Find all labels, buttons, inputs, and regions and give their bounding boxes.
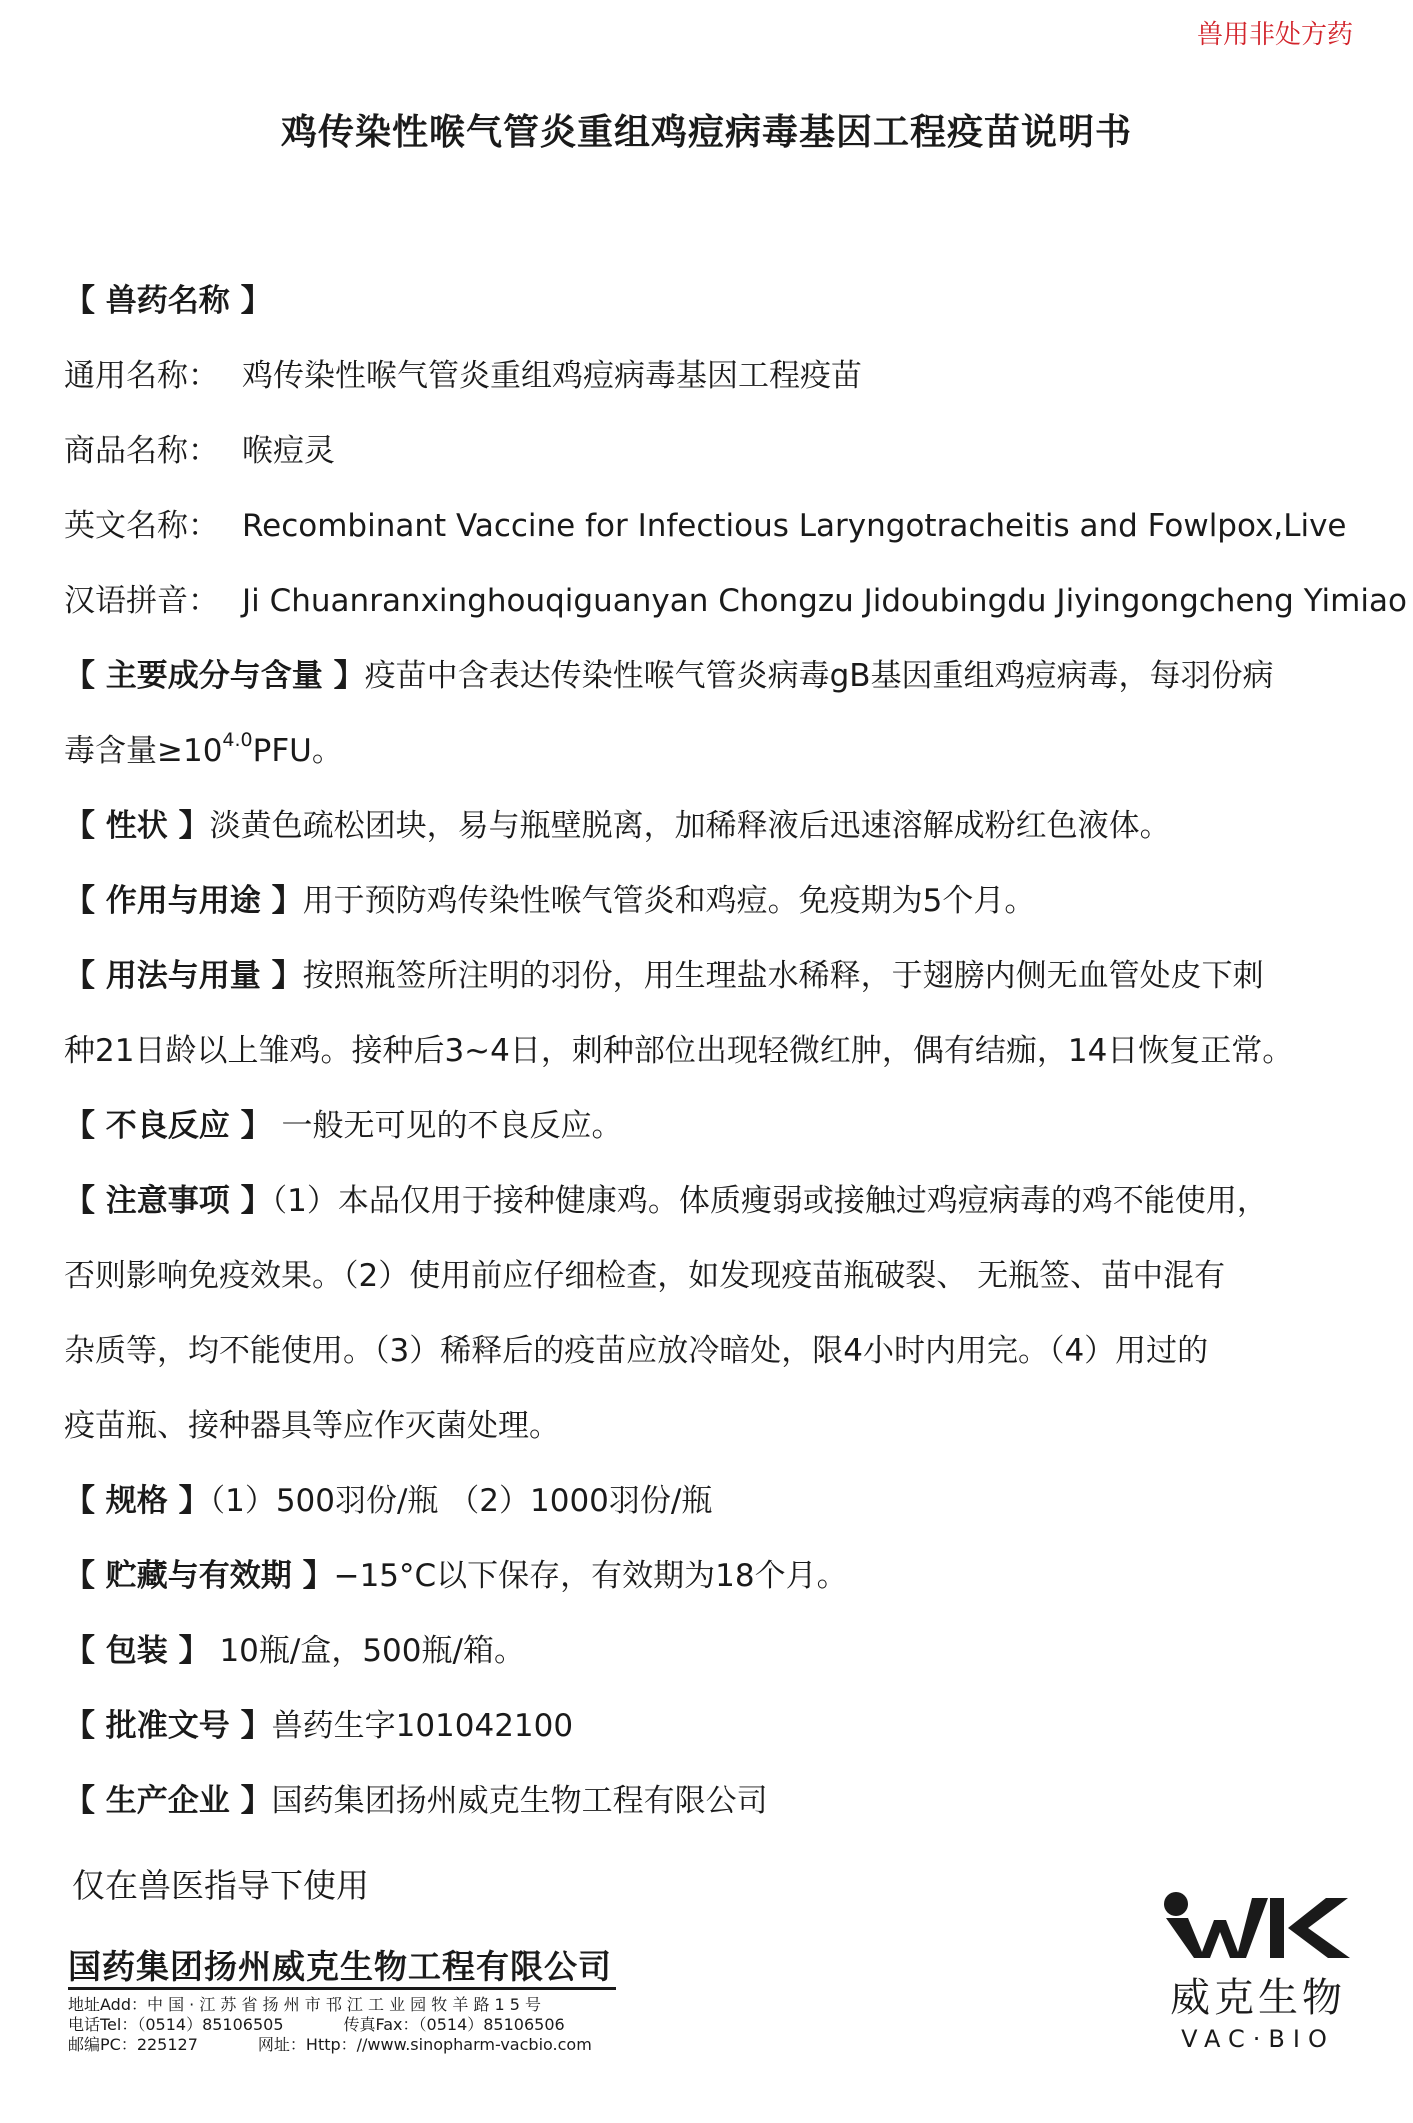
section-adverse-heading: 【 不良反应 】 <box>64 1108 272 1144</box>
adverse-text: 一般无可见的不良反应。 <box>271 1108 623 1144</box>
footer-website: 网址：Http：//www.sinopharm-vacbio.com <box>257 2035 592 2054</box>
section-appearance-heading: 【 性状 】 <box>64 808 210 844</box>
adverse-row <box>64 1089 1356 1164</box>
titer-exponent: 4.0 <box>222 729 253 751</box>
precautions-text-1: （1）本品仅用于接种健康鸡。体质瘦弱或接触过鸡痘病毒的鸡不能使用， <box>271 1183 1268 1219</box>
footer-company-name: 国药集团扬州威克生物工程有限公司 <box>68 1947 612 1986</box>
document-title: 鸡传染性喉气管炎重组鸡痘病毒基因工程疫苗说明书 <box>280 112 1132 153</box>
footer-phone-row <box>68 2015 565 2035</box>
section-storage-heading: 【 贮藏与有效期 】 <box>64 1558 334 1594</box>
footer-divider <box>68 1987 616 1990</box>
section-manufacturer-heading: 【 生产企业 】 <box>64 1783 272 1819</box>
package-row <box>64 1614 1356 1689</box>
indication-text: 用于预防鸡传染性喉气管炎和鸡痘。免疫期为5个月。 <box>302 883 1036 919</box>
composition-text-1: 疫苗中含表达传染性喉气管炎病毒gB基因重组鸡痘病毒，每羽份病 <box>364 658 1274 694</box>
precautions-row-3: 杂质等，均不能使用。（3）稀释后的疫苗应放冷暗处，限4小时内用完。（4）用过的 <box>64 1333 1209 1369</box>
pinyin-name-row <box>64 564 1407 639</box>
dosage-text-1: 按照瓶签所注明的羽份，用生理盐水稀释，于翅膀内侧无血管处皮下刺 <box>302 958 1264 994</box>
storage-text: −15°C以下保存，有效期为18个月。 <box>333 1558 848 1594</box>
vet-guidance-note: 仅在兽医指导下使用 <box>72 1866 369 1905</box>
approval-row <box>64 1689 1356 1764</box>
english-name-label: 英文名称： <box>64 508 219 544</box>
dosage-row-2: 种21日龄以上雏鸡。接种后3~4日，刺种部位出现轻微红肿，偶有结痂，14日恢复正常。 <box>64 1033 1294 1069</box>
section-spec-heading: 【 规格 】 <box>64 1483 210 1519</box>
generic-name-label: 通用名称： <box>64 358 219 394</box>
composition-unit: PFU。 <box>252 733 343 769</box>
package-text: 10瓶/盒，500瓶/箱。 <box>209 1633 525 1669</box>
storage-row <box>64 1539 1356 1614</box>
english-name-row <box>64 489 1356 564</box>
pinyin-name-value: Ji Chuanranxinghouqiguanyan Chongzu Jidoubingdu Jiyingongcheng Yimiao <box>242 583 1407 619</box>
composition-row-2 <box>64 714 1356 789</box>
section-indication-heading: 【 作用与用途 】 <box>64 883 303 919</box>
footer-post-row <box>68 2035 592 2055</box>
section-dosage-heading: 【 用法与用量 】 <box>64 958 303 994</box>
pinyin-name-label: 汉语拼音： <box>64 583 219 619</box>
generic-name-value: 鸡传染性喉气管炎重组鸡痘病毒基因工程疫苗 <box>242 358 862 394</box>
trade-name-label: 商品名称： <box>64 433 219 469</box>
dosage-row-1 <box>64 939 1356 1014</box>
section-package-heading: 【 包装 】 <box>64 1633 210 1669</box>
section-vet-name-heading: 【 兽药名称 】 <box>64 283 272 319</box>
precautions-row-1 <box>64 1164 1356 1239</box>
appearance-row <box>64 789 1356 864</box>
indication-row <box>64 864 1356 939</box>
english-name-value: Recombinant Vaccine for Infectious Laryngotracheitis and Fowlpox,Live <box>242 508 1347 544</box>
spec-text: （1）500羽份/瓶 （2）1000羽份/瓶 <box>209 1483 713 1519</box>
generic-name-row <box>64 339 1356 414</box>
section-approval-heading: 【 批准文号 】 <box>64 1708 272 1744</box>
vacbio-logo <box>1158 1890 1358 2053</box>
footer-postcode: 邮编PC：225127 <box>68 2035 198 2054</box>
wk-brand-mark-icon <box>1158 1890 1358 1960</box>
composition-row-1 <box>64 639 1356 714</box>
trade-name-value: 喉痘灵 <box>242 433 335 469</box>
otc-vet-tag: 兽用非处方药 <box>1196 20 1353 50</box>
logo-en-text: VAC·BIO <box>1181 2025 1335 2053</box>
footer-fax: 传真Fax：（0514）85106506 <box>343 2015 565 2034</box>
composition-text-2: 毒含量≥10 <box>64 733 223 769</box>
spec-row <box>64 1464 1356 1539</box>
section-composition-heading: 【 主要成分与含量 】 <box>64 658 365 694</box>
logo-cn-text: 威克生物 <box>1170 1975 1346 2021</box>
precautions-row-4: 疫苗瓶、接种器具等应作灭菌处理。 <box>64 1408 560 1444</box>
footer-address: 地址Add：中 国 · 江 苏 省 扬 州 市 邗 江 工 业 园 牧 羊 路 1 5 号 <box>68 1995 542 2014</box>
instruction-body <box>64 264 1407 1839</box>
appearance-text: 淡黄色疏松团块，易与瓶壁脱离，加稀释液后迅速溶解成粉红色液体。 <box>209 808 1171 844</box>
manufacturer-row <box>64 1764 1356 1839</box>
manufacturer-text: 国药集团扬州威克生物工程有限公司 <box>271 1783 768 1819</box>
trade-name-row <box>64 414 1356 489</box>
section-precautions-heading: 【 注意事项 】 <box>64 1183 272 1219</box>
footer-tel: 电话Tel：（0514）85106505 <box>68 2015 284 2034</box>
approval-text: 兽药生字101042100 <box>271 1708 574 1744</box>
precautions-row-2: 否则影响免疫效果。（2）使用前应仔细检查，如发现疫苗瓶破裂、 无瓶签、苗中混有 <box>64 1258 1226 1294</box>
